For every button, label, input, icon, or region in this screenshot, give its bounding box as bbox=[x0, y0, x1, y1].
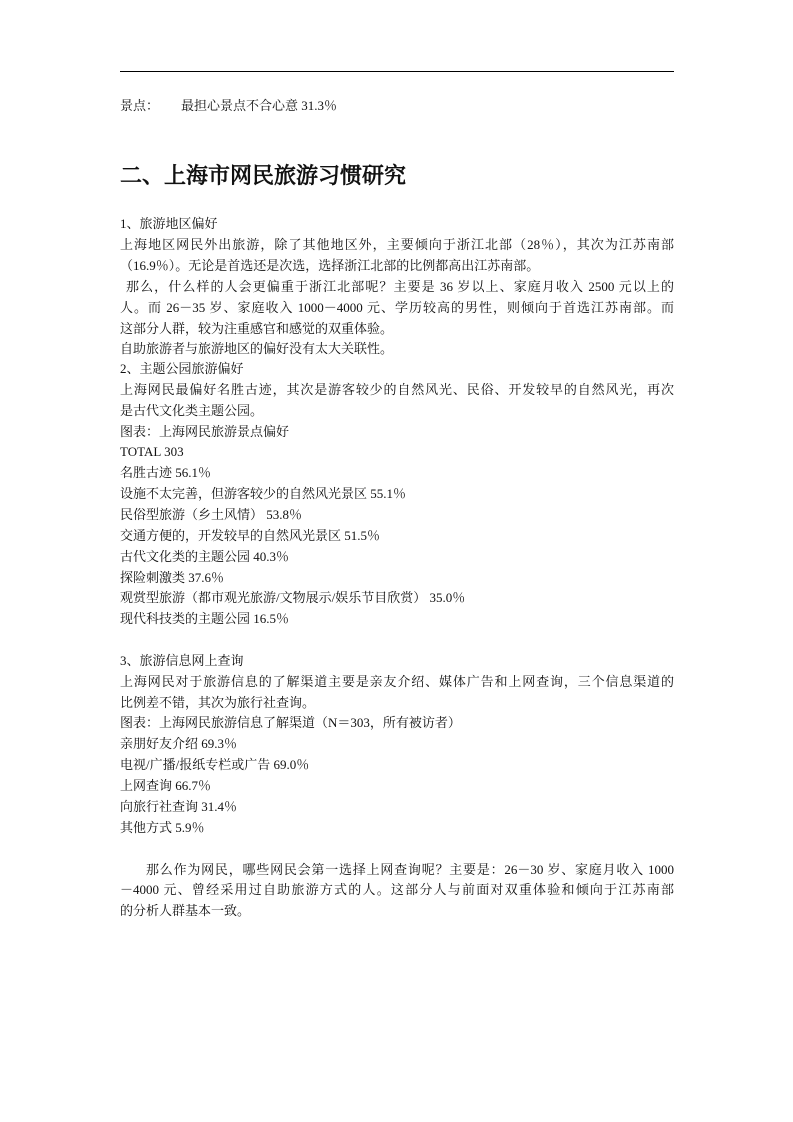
top-line-label: 景点： bbox=[120, 98, 160, 113]
list-item: 观赏型旅游（都市观光旅游/文物展示/娱乐节目欣赏） 35.0％ bbox=[120, 590, 466, 605]
list-item: 上网查询 66.7％ bbox=[120, 778, 212, 793]
list-item: 现代科技类的主题公园 16.5％ bbox=[120, 611, 290, 626]
top-line bbox=[120, 98, 674, 114]
paragraph-line: 是古代文化类主题公园。 bbox=[120, 403, 264, 418]
list-item: 电视/广播/报纸专栏或广告 69.0％ bbox=[120, 757, 310, 772]
list-item: 探险刺激类 37.6％ bbox=[120, 570, 225, 585]
list-item: 交通方便的，开发较早的自然风光景区 51.5％ bbox=[120, 528, 381, 543]
list-item: 民俗型旅游（乡土风情） 53.8％ bbox=[120, 507, 303, 522]
list-item: 亲朋好友介绍 69.3％ bbox=[120, 736, 238, 751]
paragraph-line: （16.9％）。无论是首选还是次选，选择浙江北部的比例都高出江苏南部。 bbox=[120, 258, 540, 273]
paragraph-line: －4000 元、曾经采用过自助旅游方式的人。这部分人与前面对双重体验和倾向于江苏南部 bbox=[120, 882, 674, 897]
chart-caption: 图表：上海网民旅游信息了解渠道（N＝303，所有被访者） bbox=[120, 715, 461, 730]
paragraph-line: 上海网民对于旅游信息的了解渠道主要是亲友介绍、媒体广告和上网查询，三个信息渠道的 bbox=[120, 674, 674, 689]
paragraph-line: 的分析人群基本一致。 bbox=[120, 903, 251, 918]
paragraph-line: 上海网民最偏好名胜古迹，其次是游客较少的自然风光、民俗、开发较早的自然风光，再次 bbox=[120, 382, 674, 397]
paragraph-line: 比例差不错，其次为旅行社查询。 bbox=[120, 695, 316, 710]
section1-title: 1、旅游地区偏好 bbox=[120, 216, 218, 231]
chart-total: TOTAL 303 bbox=[120, 444, 184, 459]
list-item: 向旅行社查询 31.4％ bbox=[120, 799, 238, 814]
paragraph-line: 那么作为网民，哪些网民会第一选择上网查询呢？主要是：26－30 岁、家庭月收入 1000 bbox=[146, 862, 674, 877]
paragraph-line: 这部分人群，较为注重感官和感觉的双重体验。 bbox=[120, 321, 394, 336]
list-item: 古代文化类的主题公园 40.3％ bbox=[120, 549, 290, 564]
top-line-text: 最担心景点不合心意 31.3％ bbox=[181, 98, 338, 113]
section2-title: 2、主题公园旅游偏好 bbox=[120, 361, 244, 376]
paragraph-line: 那么，什么样的人会更偏重于浙江北部呢？主要是 36 岁以上、家庭月收入 2500 元以上的 bbox=[126, 279, 674, 294]
list-item: 其他方式 5.9％ bbox=[120, 820, 205, 835]
paragraph-line: 自助旅游者与旅游地区的偏好没有太大关联性。 bbox=[120, 341, 394, 356]
list-item: 名胜古迹 56.1％ bbox=[120, 465, 212, 480]
list-item: 设施不太完善，但游客较少的自然风光景区 55.1％ bbox=[120, 486, 407, 501]
section3-title: 3、旅游信息网上查询 bbox=[120, 653, 244, 668]
chart-caption: 图表：上海网民旅游景点偏好 bbox=[120, 424, 290, 439]
section-heading: 二、上海市网民旅游习惯研究 bbox=[120, 164, 407, 189]
paragraph-line: 人。而 26－35 岁、家庭收入 1000－4000 元、学历较高的男性，则倾向于首选江苏南部。而 bbox=[120, 300, 674, 315]
header-rule bbox=[120, 71, 674, 72]
paragraph-line: 上海地区网民外出旅游，除了其他地区外，主要倾向于浙江北部（28％），其次为江苏南部 bbox=[120, 237, 674, 252]
